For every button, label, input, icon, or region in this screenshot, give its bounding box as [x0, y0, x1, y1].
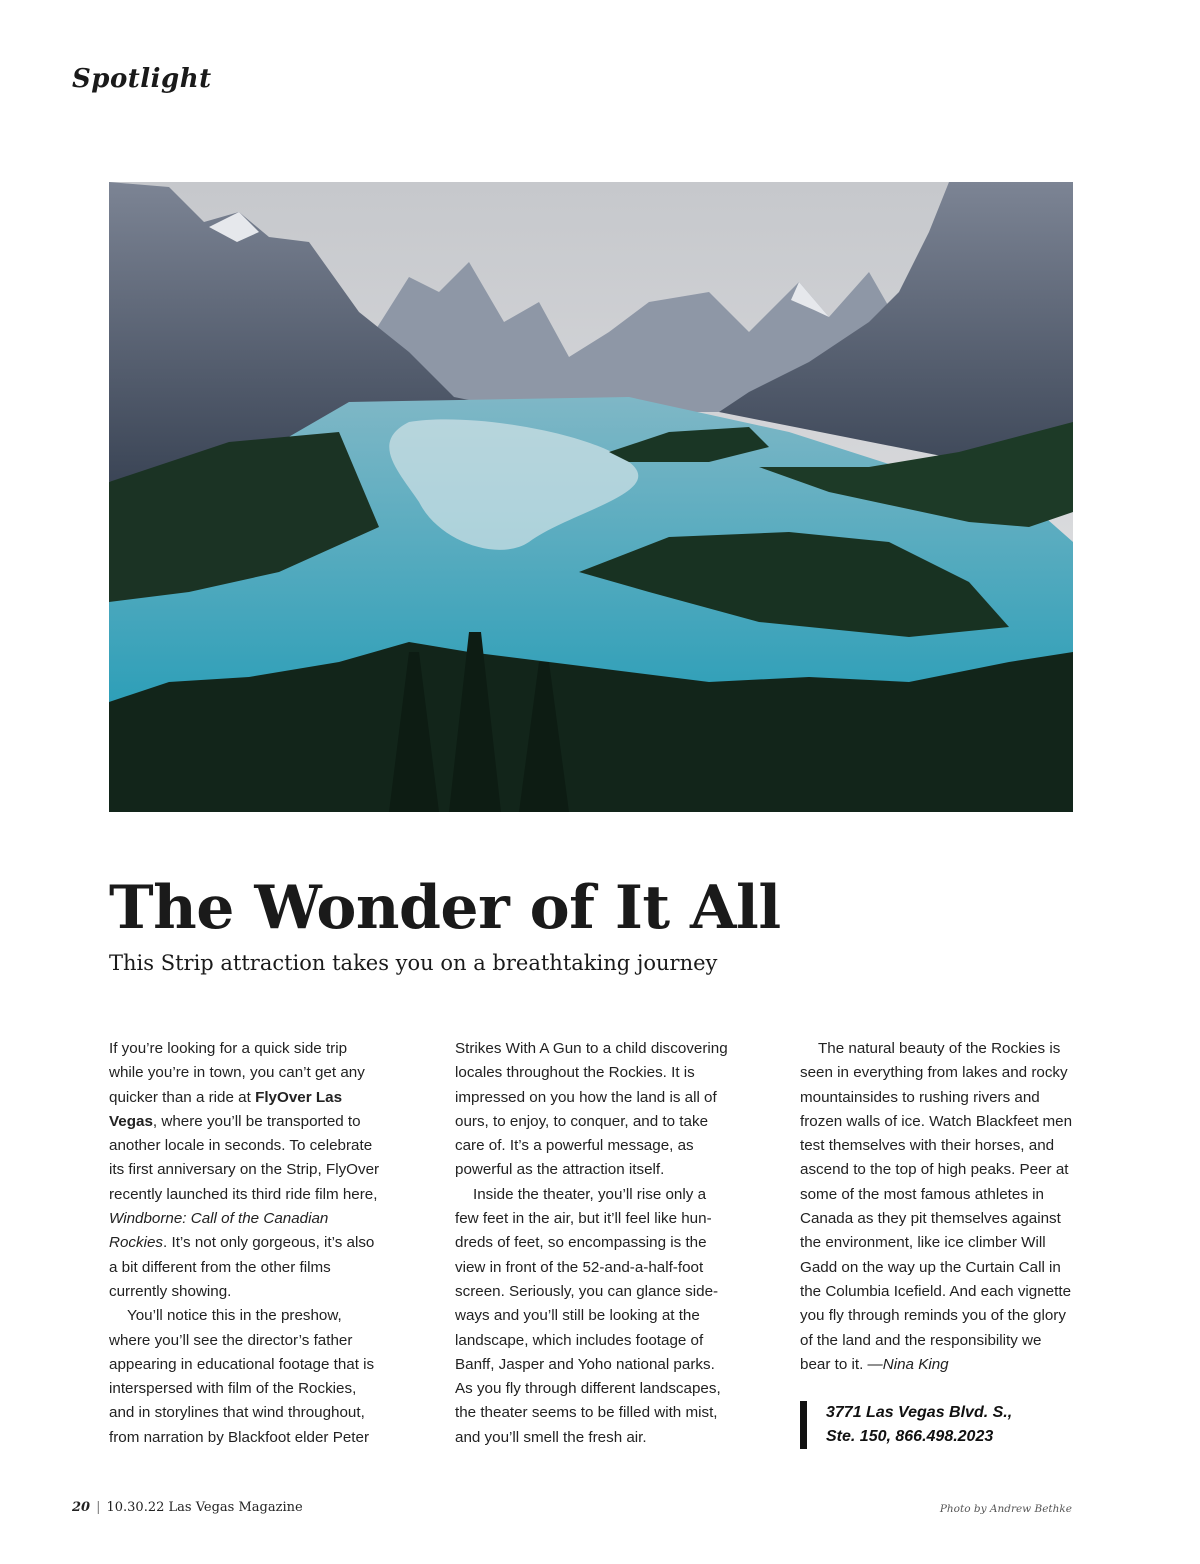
paragraph: Inside the theater, you’ll rise only a few feet in the air, but it’ll feel like hundreds of feet, so encompassing is the view in front of the 52-and-a-half-foot screen. Seriously, you can glance sideways and you’ll still be looking at the landscape, which includes footage of Banff, Jasper and Yoho national parks. As you fly through different landscapes, the theater seems to be filled with mist, and you’ll smell the fresh air.: [455, 1185, 721, 1446]
address-line: Ste. 150, 866.498.2023: [826, 1428, 994, 1445]
article-column-1: [109, 1037, 385, 1450]
photo-credit: Photo by Andrew Bethke: [939, 1503, 1072, 1515]
article-subtitle: This Strip attraction takes you on a breathtaking journey: [109, 951, 718, 975]
film-title: Windborne: Call of the Canadian Rockies: [109, 1210, 329, 1252]
paragraph: Strikes With A Gun to a child discovering locales throughout the Rockies. It is impressed on you how the land is all of ours, to enjoy, to conquer, and to take care of. It’s a powerful message, as powerful as the attraction itself.: [455, 1040, 728, 1179]
issue-info: 10.30.22 Las Vegas Magazine: [106, 1500, 303, 1515]
landscape-photo: [109, 182, 1073, 812]
section-label: Spotlight: [72, 64, 212, 94]
page-number: 20: [72, 1500, 91, 1515]
page-footer: [72, 1500, 303, 1515]
paragraph-text: The natural beauty of the Rockies is seen in everything from lakes and rocky mountainsides to rushing rivers and frozen walls of ice. Watch Blackfeet men test themselves with their horses, and ascend to the top of high peaks. Peer at some of the most famous athletes in Canada as they pit themselves against the environment, like ice climber Will Gadd on the way up the Curtain Call in the Columbia Icefield. And each vignette you fly through reminds you of the glory of the land and the responsibility we bear to it.: [800, 1040, 1073, 1373]
article-title: The Wonder of It All: [109, 873, 781, 943]
paragraph-text: . It’s not only gorgeous, it’s also a bit different from the other films currently showing.: [109, 1234, 375, 1300]
paragraph-text: If you’re looking for a quick side trip while you’re in town, you can’t get any quicker than a ride at: [109, 1040, 365, 1106]
venue-address: [800, 1401, 1012, 1449]
byline: —Nina King: [867, 1355, 949, 1373]
footer-separator: |: [96, 1500, 101, 1515]
article-column-3: [800, 1037, 1076, 1377]
paragraph-text: , where you’ll be transported to another locale in seconds. To celebrate its first anniversary on the Strip, FlyOver recently launched its third ride film here,: [109, 1112, 380, 1203]
paragraph: You’ll notice this in the preshow, where you’ll see the director’s father appearing in educational footage that is interspersed with film of the Rockies, and in storylines that wind throughout, from narration by Blackfoot elder Peter: [109, 1307, 375, 1446]
venue-name: FlyOver Las Vegas: [109, 1088, 343, 1130]
address-line: 3771 Las Vegas Blvd. S.,: [826, 1404, 1013, 1421]
article-column-2: [455, 1037, 731, 1450]
paragraph: [109, 1037, 385, 1304]
paragraph: [800, 1037, 1076, 1377]
